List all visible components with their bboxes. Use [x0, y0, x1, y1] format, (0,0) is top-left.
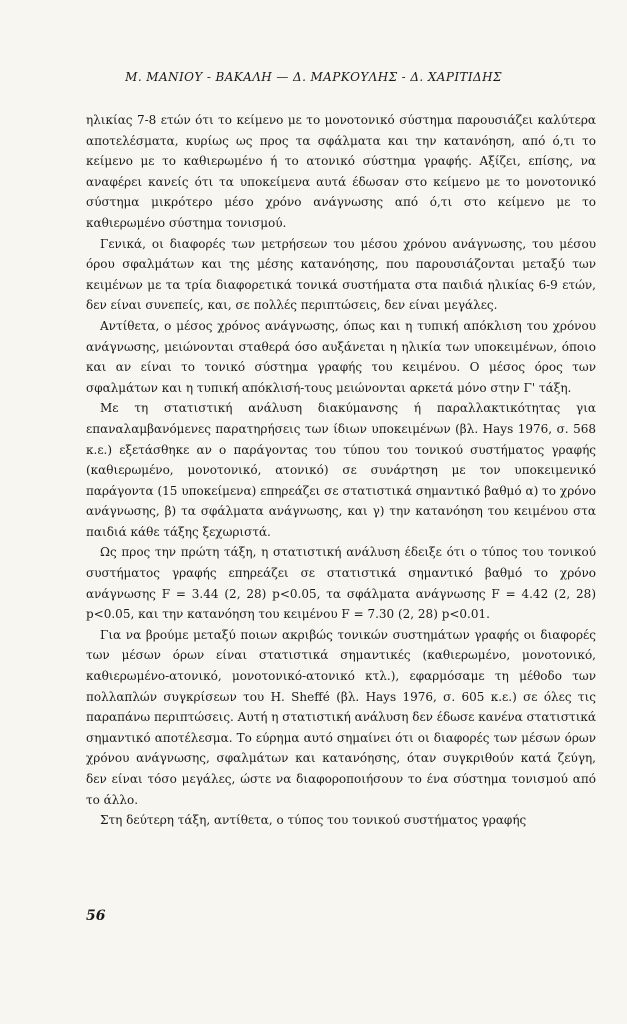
paragraph-1: ηλικίας 7-8 ετών ότι το κείμενο με το μονοτονικό σύστημα παρουσιάζει καλύτερα αποτελέσματα, κυρίως ως προς τα σφάλματα και την κατανόηση, από ό,τι το κείμενο με το καθιερωμένο ή το ατονικό σύστημα γραφής. Αξίζει, επίσης, να αναφέρει κανείς ότι τα υποκείμενα αυτά έδωσαν στο κείμενο με το μονοτονικό σύστημα μικρότερο μέσο χρόνο ανάγνωσης από ό,τι στο κείμενο με το καθιερωμένο σύστημα τονισμού. [86, 113, 596, 230]
paragraph-3: Αντίθετα, ο μέσος χρόνος ανάγνωσης, όπως και η τυπική απόκλιση του χρόνου ανάγνωσης, μειώνονται σταθερά όσο αυξάνεται η ηλικία των υποκειμένων, όποιο και αν είναι το τονικό σύστημα γραφής του κειμένου. Ο μέσος όρος των σφαλμάτων και η τυπική απόκλισή-τους μειώνονται αρκετά μόνο στην Γ' τάξη. [86, 318, 596, 395]
paragraph-7: Στη δεύτερη τάξη, αντίθετα, ο τύπος του τονικού συστήματος γραφής [100, 813, 527, 828]
paragraph-5: Ως προς την πρώτη τάξη, η στατιστική ανάλυση έδειξε ότι ο τύπος του τονικού συστήματος γραφής επηρεάζει σε στατιστικά σημαντικό βαθμό το χρόνο ανάγνωσης F = 3.44 (2, 28) p<0.05, τα σφάλματα ανάγνωσης F = 4.42 (2, 28) p<0.05, και την κατανόηση του κειμένου F = 7.30 (2, 28) p<0.01. [86, 545, 596, 622]
paragraph-4: Με τη στατιστική ανάλυση διακύμανσης ή παραλλακτικότητας για επαναλαμβανόμενες παρατηρήσεις των ίδιων υποκειμένων (βλ. Hays 1976, σ. 568 κ.ε.) εξετάσθηκε αν ο παράγοντας του τύπου του τονικού συστήματος γραφής (καθιερωμένο, μονοτονικό, ατονικό) σε συνάρτηση με τον υποκειμενικό παράγοντα (15 υποκείμενα) επηρεάζει σε στατιστικά σημαντικό βαθμό α) το χρόνο ανάγνωσης, β) τα σφάλματα ανάγνωσης, και γ) την κατανόηση του κειμένου στα παιδιά κάθε τάξης ξεχωριστά. [86, 401, 596, 539]
body-text [86, 110, 596, 831]
paragraph-6: Για να βρούμε μεταξύ ποιων ακριβώς τονικών συστημάτων γραφής οι διαφορές των μέσων όρων είναι στατιστικά σημαντικές (καθιερωμένο, μονοτονικό, καθιερωμένο-ατονικό, μονοτονικό-ατονικό κτλ.), εφαρμόσαμε τη μέθοδο των πολλαπλών συγκρίσεων του H. Sheffé (βλ. Hays 1976, σ. 605 κ.ε.) σε όλες τις παραπάνω περιπτώσεις. Αυτή η στατιστική ανάλυση δεν έδωσε κανένα στατιστικά σημαντικό αποτέλεσμα. Το εύρημα αυτό σημαίνει ότι οι διαφορές των μέσων όρων χρόνου ανάγνωσης, σφαλμάτων και κατανόησης, όταν συγκριθούν κατά ζεύγη, δεν είναι τόσο μεγάλες, ώστε να διαφοροποιήσουν το ένα σύστημα τονισμού από το άλλο. [86, 627, 596, 807]
running-head: Μ. ΜΑΝΙΟΥ - ΒΑΚΑΛΗ — Δ. ΜΑΡΚΟΥΛΗΣ - Δ. ΧΑΡΙΤΙΔΗΣ [125, 70, 502, 84]
page-number: 56 [86, 908, 106, 924]
paragraph-2: Γενικά, οι διαφορές των μετρήσεων του μέσου χρόνου ανάγνωσης, του μέσου όρου σφαλμάτων και της μέσης κατανόησης, που παρουσιάζονται μεταξύ των κειμένων με τα τρία διαφορετικά τονικά συστήματα στα παιδιά ηλικίας 6-9 ετών, δεν είναι συνεπείς, και, σε πολλές περιπτώσεις, δεν είναι μεγάλες. [86, 236, 596, 313]
